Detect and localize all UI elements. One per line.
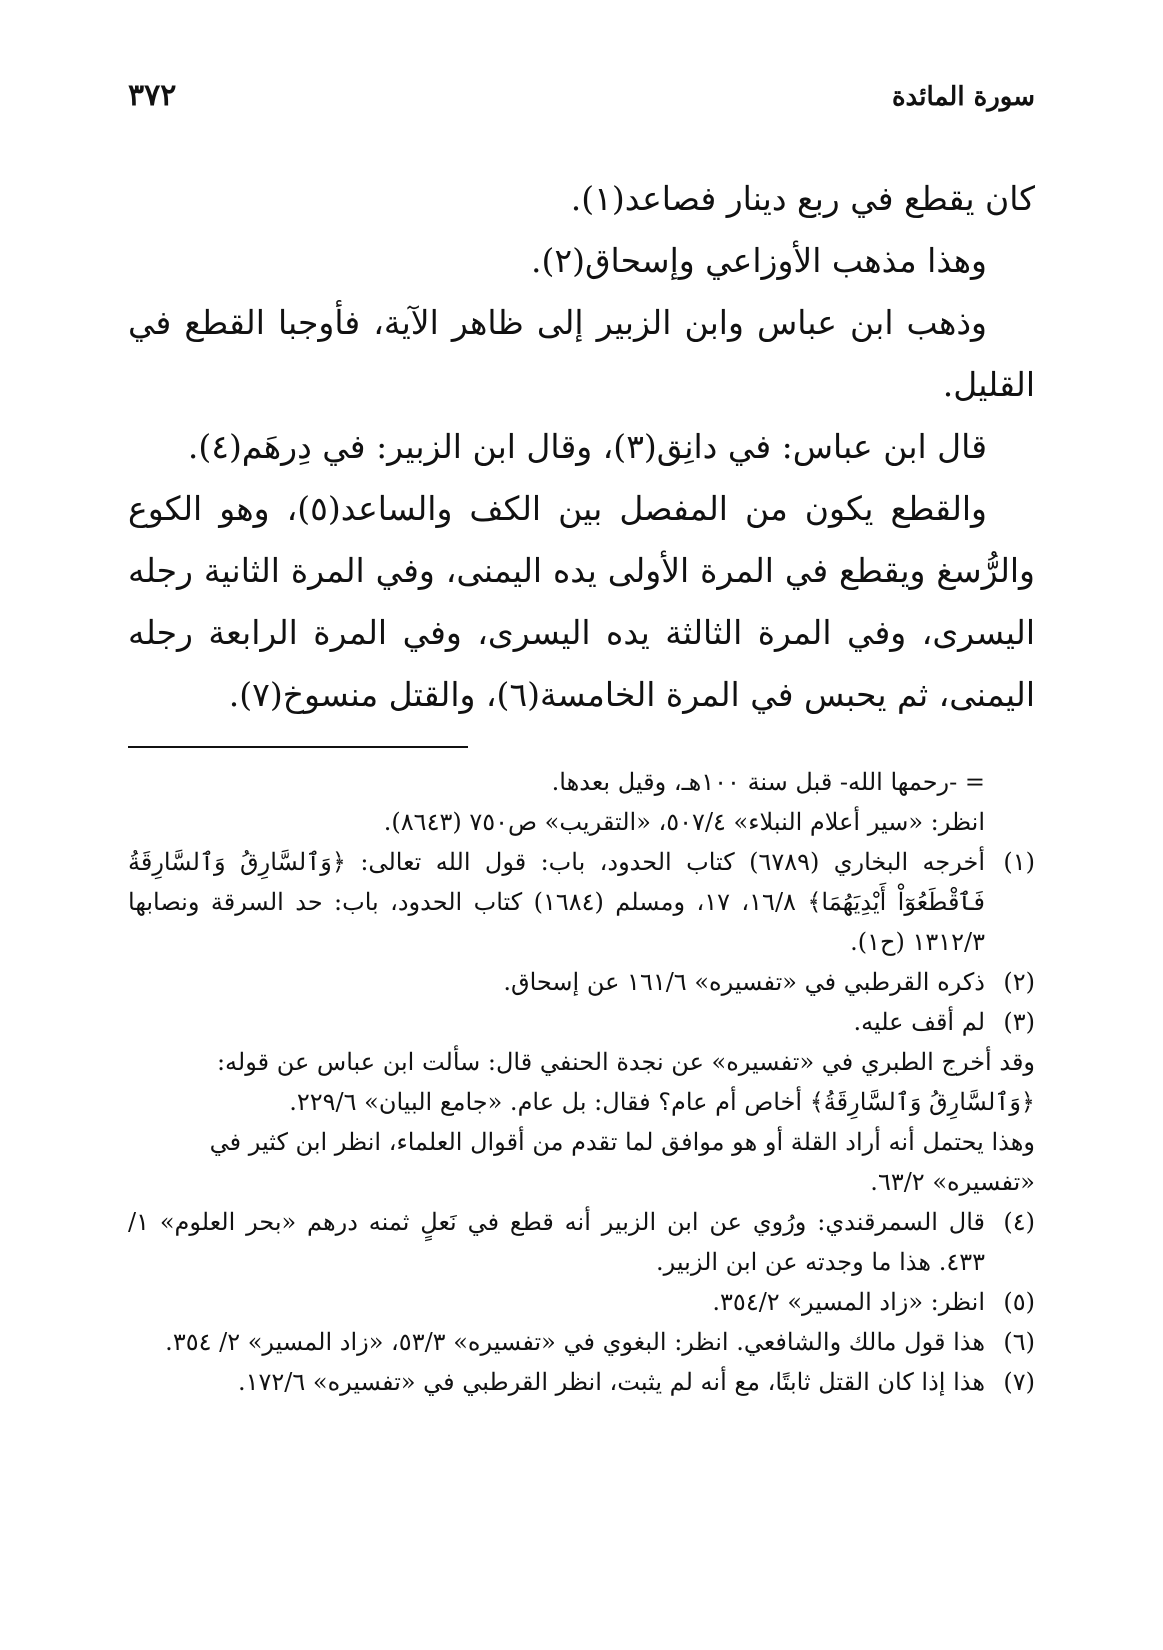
footnote-text: هذا إذا كان القتل ثابتًا، مع أنه لم يثبت، انظر القرطبي في «تفسيره» ١٧٢/٦. bbox=[237, 1368, 985, 1396]
footnote-2 bbox=[128, 962, 1035, 1002]
page-header bbox=[128, 78, 1035, 138]
footnote-3 bbox=[128, 1002, 1035, 1042]
footnote-7 bbox=[128, 1362, 1035, 1402]
footnote-number: (٦) bbox=[1003, 1328, 1035, 1356]
footnote-6 bbox=[128, 1322, 1035, 1362]
footnote-number: (٣) bbox=[1003, 1008, 1035, 1036]
footnotes bbox=[128, 762, 1035, 1402]
footnote-separator bbox=[128, 746, 468, 748]
footnote-continuation: انظر: «سير أعلام النبلاء» ٥٠٧/٤، «التقريب» ص٧٥٠ (٨٦٤٣). bbox=[383, 808, 985, 836]
footnote-number: (٢) bbox=[1003, 968, 1035, 996]
footnote-4 bbox=[128, 1202, 1035, 1282]
footnote-text: قال السمرقندي: ورُوي عن ابن الزبير أنه قطع في نَعلٍ ثمنه درهم «بحر العلوم» ١/ ٤٣٣. هذا ما وجدته عن ابن الزبير. bbox=[128, 1208, 985, 1276]
footnote-3-extra: وهذا يحتمل أنه أراد القلة أو هو موافق لما تقدم من أقوال العلماء، انظر ابن كثير في «تفسيره» ٦٣/٢. bbox=[209, 1128, 1035, 1196]
footnote-text: ذكره القرطبي في «تفسيره» ١٦١/٦ عن إسحاق. bbox=[503, 968, 985, 996]
paragraph: قال ابن عباس: في دانِق(٣)، وقال ابن الزبير: في دِرهَم(٤). bbox=[187, 427, 987, 466]
footnote-number: (٧) bbox=[1003, 1368, 1035, 1396]
footnote-number: (٥) bbox=[1003, 1288, 1035, 1316]
footnote-text: هذا قول مالك والشافعي. انظر: البغوي في «تفسيره» ٥٣/٣، «زاد المسير» ٢/ ٣٥٤. bbox=[165, 1328, 985, 1356]
footnote-1 bbox=[128, 842, 1035, 962]
footnote-number: (١) bbox=[1003, 848, 1035, 876]
paragraph: وهذا مذهب الأوزاعي وإسحاق(٢). bbox=[530, 241, 987, 280]
paragraph: كان يقطع في ربع دينار فصاعد(١). bbox=[570, 179, 1035, 218]
page-number: ٣٧٢ bbox=[128, 78, 177, 113]
footnote-text: لم أقف عليه. bbox=[853, 1008, 985, 1036]
footnote-text: انظر: «زاد المسير» ٣٥٤/٢. bbox=[712, 1288, 985, 1316]
footnote-text: أخرجه البخاري (٦٧٨٩) كتاب الحدود، باب: قول الله تعالى: ﴿وَٱلسَّارِقُ وَٱلسَّارِقَةُ فَٱقْطَعُوٓاْ أَيْدِيَهُمَا﴾ ١٦/٨، ١٧، ومسلم (١٦٨٤) كتاب الحدود، باب: حد السرقة ونصابها ١٣١٢/٣ (ح١). bbox=[128, 848, 985, 956]
main-text bbox=[128, 168, 1035, 726]
footnote-3-extra: وقد أخرج الطبري في «تفسيره» عن نجدة الحنفي قال: سألت ابن عباس عن قوله: ﴿وَٱلسَّارِقُ وَٱلسَّارِقَةُ﴾ أخاص أم عام؟ فقال: بل عام. «جامع البيان» ٢٢٩/٦. bbox=[216, 1048, 1035, 1116]
paragraph: والقطع يكون من المفصل بين الكف والساعد(٥)، وهو الكوع والرُّسغ ويقطع في المرة الأولى يده اليمنى، وفي المرة الثانية رجله اليسرى، وفي المرة الثالثة يده اليسرى، وفي المرة الرابعة رجله اليمنى، ثم يحبس في المرة الخامسة(٦)، والقتل منسوخ(٧). bbox=[128, 489, 1035, 714]
footnote-continuation: = -رحمها الله- قبل سنة ١٠٠هـ، وقيل بعدها. bbox=[551, 768, 985, 796]
footnote-5 bbox=[128, 1282, 1035, 1322]
paragraph: وذهب ابن عباس وابن الزبير إلى ظاهر الآية، فأوجبا القطع في القليل. bbox=[128, 303, 1035, 404]
footnote-number: (٤) bbox=[1003, 1208, 1035, 1236]
running-title: سورة المائدة bbox=[891, 82, 1035, 112]
